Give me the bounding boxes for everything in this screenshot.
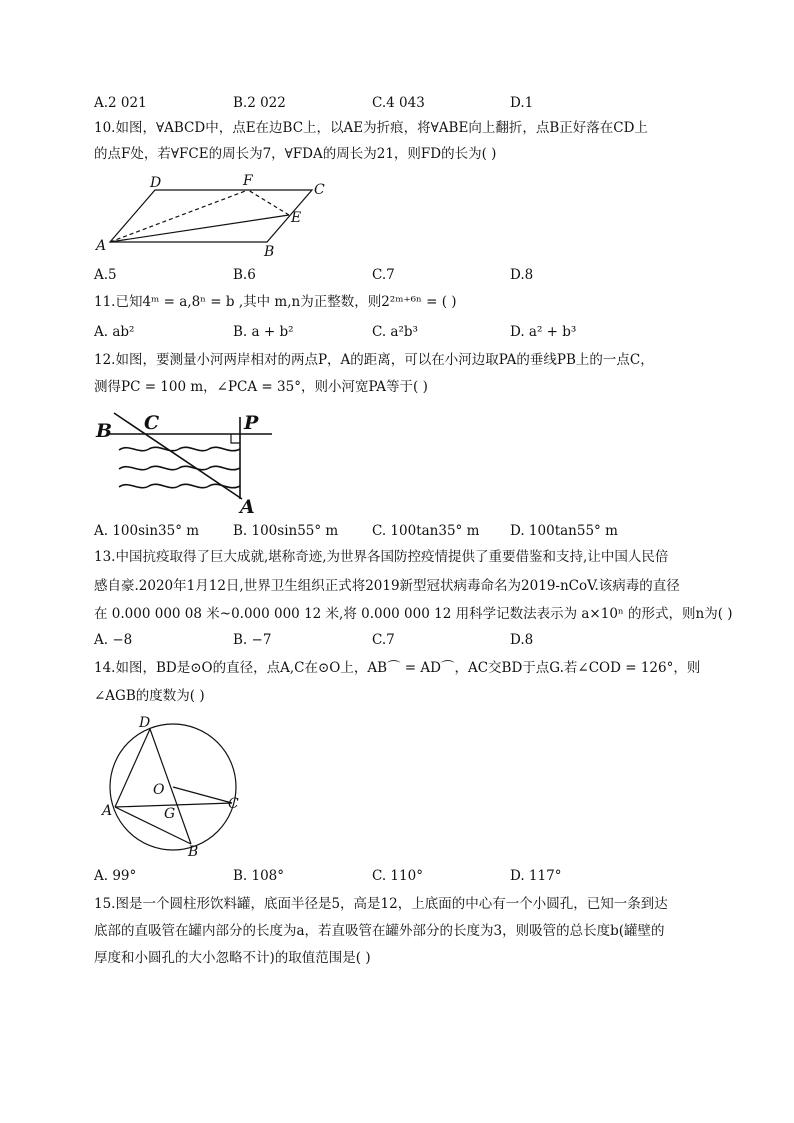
wave-3 — [119, 484, 240, 487]
right-angle-mark — [231, 434, 240, 443]
label-d: D — [139, 715, 151, 731]
q12-option-b: B. 100sin55° m — [233, 523, 339, 539]
q10-option-c: C.7 — [372, 267, 395, 283]
q12-option-c: C. 100tan35° m — [372, 523, 480, 539]
q14-stem-line2: ∠AGB的度数为( ) — [94, 688, 205, 704]
q11-options — [94, 322, 714, 342]
label-o: O — [153, 782, 165, 798]
q15-stem-line3: 厚度和小圆孔的大小忽略不计)的取值范围是( ) — [94, 950, 371, 966]
q13-option-c: C.7 — [372, 632, 395, 648]
label-a: A — [96, 238, 107, 254]
q10-parallelogram-figure — [92, 172, 342, 258]
chord-ad — [115, 729, 150, 807]
label-p: P — [244, 412, 259, 434]
q14-options — [94, 866, 714, 886]
q12-river-figure — [94, 407, 274, 515]
q12-option-d: D. 100tan55° m — [510, 523, 618, 539]
label-c: C — [314, 182, 325, 198]
q13-option-d: D.8 — [510, 632, 534, 648]
q14-option-b: B. 108° — [233, 868, 285, 884]
q14-option-c: C. 110° — [372, 868, 423, 884]
q10-options — [94, 265, 714, 285]
q14-circle-figure — [98, 712, 248, 862]
q13-option-b: B. −7 — [233, 632, 272, 648]
q11-option-b: B. a + b² — [233, 324, 294, 340]
label-b: B — [264, 244, 275, 258]
label-e: E — [291, 210, 302, 226]
q10-option-d: D.8 — [510, 267, 534, 283]
label-a: A — [240, 496, 255, 515]
q12-options — [94, 521, 714, 541]
q10-option-a: A.5 — [94, 267, 117, 283]
q12-option-a: A. 100sin35° m — [94, 523, 200, 539]
wave-2 — [119, 466, 240, 469]
wave-1 — [119, 447, 240, 450]
q9-option-a: A.2 021 — [94, 95, 147, 111]
q14-option-d: D. 117° — [510, 868, 562, 884]
q15-stem-line1: 15.图是一个圆柱形饮料罐，底面半径是5，高是12，上底面的中心有一个小圆孔，已知一条到达 — [94, 896, 668, 912]
q13-stem-line1: 13.中国抗疫取得了巨大成就,堪称奇迹,为世界各国防控疫情提供了重要借鉴和支持,让中国人民倍 — [94, 549, 669, 565]
q15-stem-line2: 底部的直吸管在罐内部分的长度为a，若直吸管在罐外部分的长度为3，则吸管的总长度b(罐壁的 — [94, 923, 665, 939]
segment-af — [110, 190, 248, 242]
q11-option-c: C. a²b³ — [372, 324, 418, 340]
label-c: C — [228, 796, 239, 812]
q9-option-b: B.2 022 — [233, 95, 286, 111]
q13-stem-line2: 感自豪.2020年1月12日,世界卫生组织正式将2019新型冠状病毒命名为2019-nCoV.该病毒的直径 — [94, 578, 680, 594]
q11-option-a: A. ab² — [94, 324, 135, 340]
q11-option-d: D. a² + b³ — [510, 324, 577, 340]
segment-ef — [248, 190, 289, 215]
q12-stem-line2: 测得PC = 100 m，∠PCA = 35°，则小河宽PA等于( ) — [94, 379, 428, 395]
q13-options — [94, 630, 714, 650]
q11-stem: 11.已知4ᵐ = a,8ⁿ = b ,其中 m,n为正整数，则2²ᵐ⁺⁶ⁿ = ( ) — [94, 294, 457, 310]
label-c: C — [144, 412, 160, 434]
q10-stem-line1: 10.如图，∀ABCD中，点E在边BC上，以AE为折痕，将∀ABE向上翻折，点B正好落在CD上 — [94, 120, 648, 136]
radius-oc — [173, 787, 232, 803]
label-a: A — [102, 803, 113, 819]
label-b: B — [96, 420, 113, 442]
q9-option-c: C.4 043 — [372, 95, 425, 111]
q10-option-b: B.6 — [233, 267, 256, 283]
q13-stem-line3: 在 0.000 000 08 米~0.000 000 12 米,将 0.000 000 12 用科学记数法表示为 a×10ⁿ 的形式，则n为( ) — [94, 606, 733, 622]
q14-option-a: A. 99° — [94, 868, 137, 884]
q10-stem-line2: 的点F处，若∀FCE的周长为7，∀FDA的周长为21，则FD的长为( ) — [94, 146, 497, 162]
q9-options — [94, 93, 714, 113]
label-f: F — [243, 173, 253, 189]
q14-stem-line1: 14.如图，BD是⊙O的直径，点A,C在⊙O上，AB⌒ = AD⌒，AC交BD于点G.若∠COD = 126°，则 — [94, 660, 701, 676]
label-d: D — [150, 175, 162, 191]
label-g: G — [164, 806, 176, 822]
q13-option-a: A. −8 — [94, 632, 133, 648]
label-b: B — [188, 844, 199, 860]
segment-ae — [110, 215, 289, 242]
q9-option-d: D.1 — [510, 95, 534, 111]
q12-stem-line1: 12.如图，要测量小河两岸相对的两点P，A的距离，可以在小河边取PA的垂线PB上的一点C， — [94, 352, 654, 368]
